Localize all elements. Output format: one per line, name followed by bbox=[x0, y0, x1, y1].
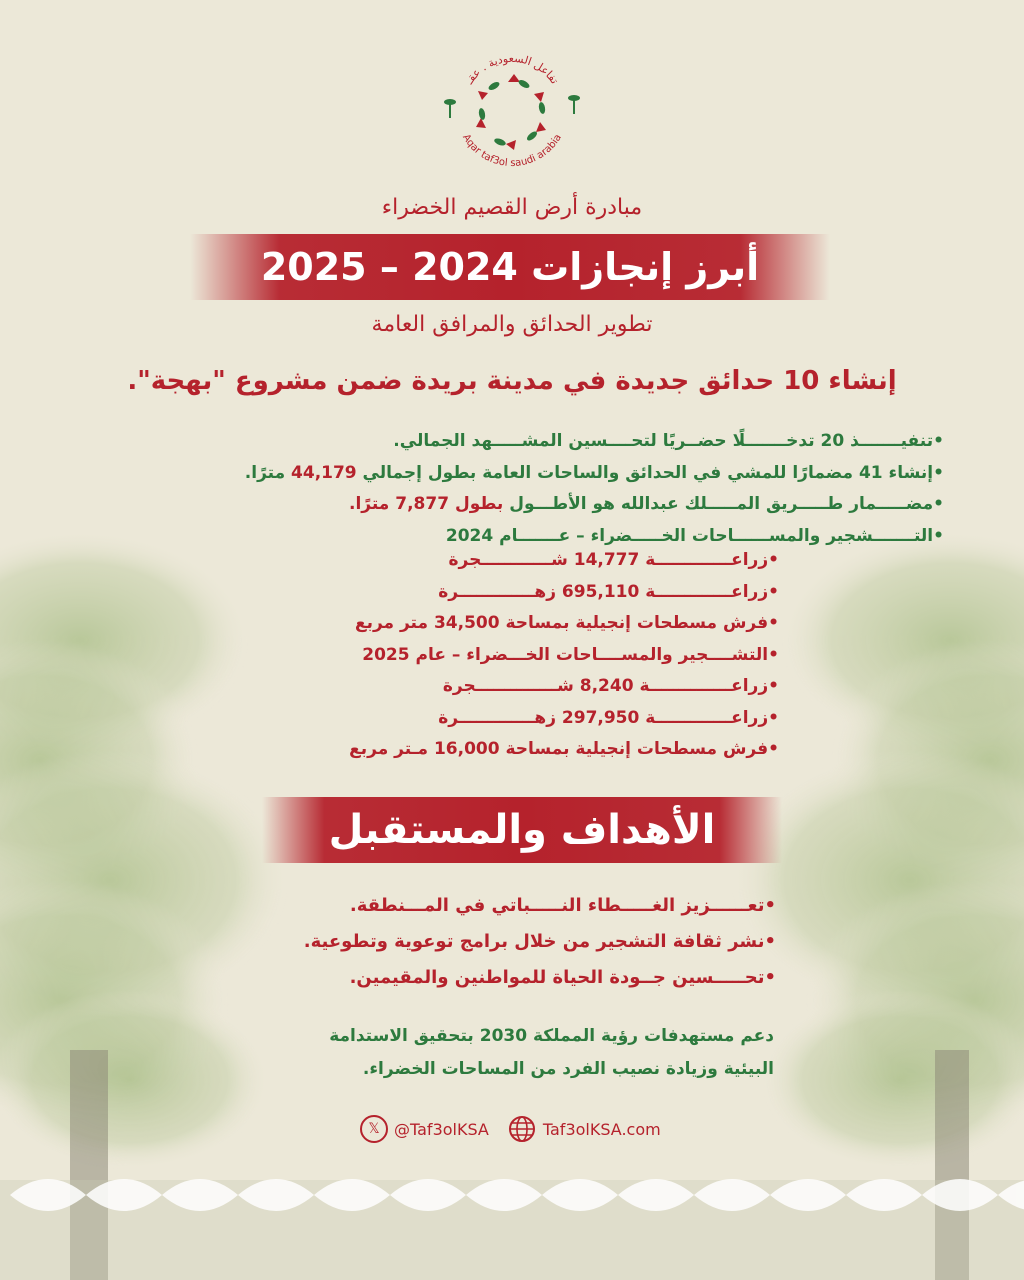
achievement-text: مترًا. bbox=[349, 494, 396, 514]
bullet-glyph: • bbox=[764, 967, 776, 988]
bullet-glyph: • bbox=[768, 550, 779, 570]
contact-bar bbox=[360, 1113, 661, 1145]
bullet-glyph: • bbox=[768, 613, 779, 633]
bullet-glyph: • bbox=[933, 525, 944, 546]
achievements-list bbox=[84, 426, 944, 552]
stat-number: 8,240 bbox=[579, 676, 634, 696]
taf3ol-logo bbox=[442, 40, 582, 180]
page-title: أبرز إنجازات 2024 – 2025 bbox=[260, 245, 760, 289]
bullet-glyph: • bbox=[768, 739, 779, 759]
stat-text: التشــــجير والمســــاحات الخـــضراء – عام bbox=[409, 644, 769, 665]
achievement-item bbox=[84, 426, 944, 458]
achievement-number: 20 bbox=[820, 431, 845, 451]
stat-item bbox=[239, 671, 779, 703]
achievement-text: تنفيـــــــذ bbox=[844, 431, 934, 451]
achievement-item bbox=[84, 489, 944, 521]
stat-number: 297,950 bbox=[561, 707, 640, 728]
pattern-leaf-shape bbox=[10, 1179, 86, 1211]
bullet-glyph: • bbox=[933, 494, 944, 514]
stat-number: 14,777 bbox=[573, 550, 640, 570]
pattern-leaf-shape bbox=[314, 1179, 390, 1211]
stat-item bbox=[239, 545, 779, 577]
logo-palm-right-icon bbox=[568, 95, 580, 114]
stat-number: 16,000 bbox=[433, 739, 500, 759]
bullet-glyph: • bbox=[768, 644, 779, 665]
stat-text: شــــــــــــــجرة bbox=[442, 676, 580, 696]
pattern-leaf-shape bbox=[998, 1179, 1024, 1211]
pattern-leaf-shape bbox=[238, 1179, 314, 1211]
pattern-leaf-shape bbox=[86, 1179, 162, 1211]
initiative-name: مبادرة أرض القصيم الخضراء bbox=[381, 195, 643, 220]
headline: إنشاء 10 حدائق جديدة في مدينة بريدة ضمن مشروع "بهجة". bbox=[127, 366, 897, 396]
goal-text: نشر ثقافة التشجير من خلال برامج توعوية وتطوعية. bbox=[303, 931, 765, 952]
stat-item bbox=[239, 577, 779, 609]
stat-item bbox=[239, 640, 779, 672]
website-link[interactable]: Taf3olKSA.com bbox=[542, 1119, 661, 1139]
achievement-item bbox=[84, 458, 944, 490]
achievement-text: مترًا. bbox=[244, 462, 292, 483]
logo-leaf-ring-icon bbox=[476, 74, 546, 150]
goals-title: الأهداف والمستقبل bbox=[328, 807, 716, 853]
pattern-leaf-shape bbox=[770, 1179, 846, 1211]
bullet-glyph: • bbox=[768, 707, 779, 728]
stat-number: 695,110 bbox=[561, 581, 640, 602]
achievement-number: 44,179 bbox=[291, 462, 357, 483]
stat-item bbox=[239, 703, 779, 735]
stat-text: زهـــــــــــــرة bbox=[438, 707, 562, 728]
goals-banner bbox=[262, 797, 782, 863]
globe-icon[interactable] bbox=[507, 1114, 537, 1144]
stat-text: زراعـــــــــــــة bbox=[639, 581, 769, 602]
achievement-text: مضـــــمار طـــــريق المـــــلك عبدالله هو الأطـــول bbox=[503, 494, 934, 514]
goal-item bbox=[236, 888, 776, 924]
goal-text: تحـــــسين جــودة الحياة للمواطنين والمقيمين. bbox=[349, 967, 765, 988]
stat-text: متر مربع bbox=[354, 613, 434, 633]
planting-stats-list bbox=[239, 545, 779, 766]
achievement-number: 41 bbox=[858, 462, 883, 483]
bullet-glyph: • bbox=[933, 431, 944, 451]
title-banner bbox=[190, 234, 830, 300]
svg-text:Aqar taf3ol saudi arabia bbox=[460, 132, 564, 169]
pattern-leaf-shape bbox=[466, 1179, 542, 1211]
goal-text: تعــــــزيز الغـــــطاء النـــــباتي في المـــنطقة. bbox=[349, 895, 765, 916]
achievement-text: تدخـــــــلًا حضــريًا لتحــــسين المشـــــهد الجمالي. bbox=[393, 431, 821, 451]
achievement-text: مضمارًا للمشي في الحدائق والساحات العامة بطول إجمالي bbox=[356, 462, 859, 483]
bullet-glyph: • bbox=[768, 676, 779, 696]
bullet-glyph: • bbox=[768, 581, 779, 602]
pattern-leaf-shape bbox=[542, 1179, 618, 1211]
achievement-number: 2024 bbox=[445, 525, 494, 546]
stat-item bbox=[239, 734, 779, 766]
stat-number: 2025 bbox=[362, 644, 410, 665]
stat-number: 34,500 bbox=[433, 613, 500, 633]
achievement-text: إنشاء bbox=[882, 462, 934, 483]
stat-text: زراعـــــــــــــة bbox=[639, 550, 769, 570]
vision-support-text bbox=[234, 1020, 774, 1086]
support-line: دعم مستهدفات رؤية المملكة 2030 بتحقيق الاستدامة bbox=[329, 1026, 774, 1046]
goal-item bbox=[236, 924, 776, 960]
stat-text: زراعـــــــــــــة bbox=[639, 707, 769, 728]
stat-text: زراعــــــــــــــة bbox=[633, 676, 769, 696]
stat-text: مـتر مربع bbox=[349, 739, 434, 759]
x-logo-icon[interactable]: 𝕏 bbox=[360, 1115, 388, 1143]
decorative-pattern bbox=[0, 1165, 1024, 1225]
stat-text: زهـــــــــــــرة bbox=[438, 581, 562, 602]
stat-text: فرش مسطحات إنجيلية بمساحة bbox=[499, 739, 769, 759]
pattern-leaf-shape bbox=[694, 1179, 770, 1211]
stat-text: شــــــــــــجرة bbox=[448, 550, 574, 570]
goals-list bbox=[236, 888, 776, 996]
pattern-leaf-shape bbox=[390, 1179, 466, 1211]
goal-item bbox=[236, 960, 776, 996]
bullet-glyph: • bbox=[933, 462, 944, 483]
logo-arabic-text: تفاعل السعودية . عقـ bbox=[462, 51, 562, 87]
pattern-leaf-shape bbox=[922, 1179, 998, 1211]
pattern-leaf-shape bbox=[846, 1179, 922, 1211]
achievement-number: 7,877 bbox=[395, 494, 450, 514]
achievement-highlight: بطول bbox=[454, 494, 504, 514]
section-title: تطوير الحدائق والمرافق العامة bbox=[371, 312, 653, 337]
pattern-leaf-shape bbox=[162, 1179, 238, 1211]
bullet-glyph: • bbox=[764, 895, 776, 916]
stat-item bbox=[239, 608, 779, 640]
pattern-leaf-shape bbox=[618, 1179, 694, 1211]
x-handle-link[interactable]: @Taf3olKSA bbox=[394, 1119, 489, 1139]
logo-palm-left-icon bbox=[444, 99, 456, 118]
support-line: البيئية وزيادة نصيب الفرد من المساحات الخضراء. bbox=[362, 1059, 774, 1079]
logo-latin-text: Aqar taf3ol saudi arabia bbox=[460, 132, 564, 170]
achievement-text: التـــــــشجير والمســــــاحات الخـــــضراء – عـــــــام bbox=[493, 525, 934, 546]
bullet-glyph: • bbox=[764, 931, 776, 952]
stat-text: فرش مسطحات إنجيلية بمساحة bbox=[499, 613, 769, 633]
